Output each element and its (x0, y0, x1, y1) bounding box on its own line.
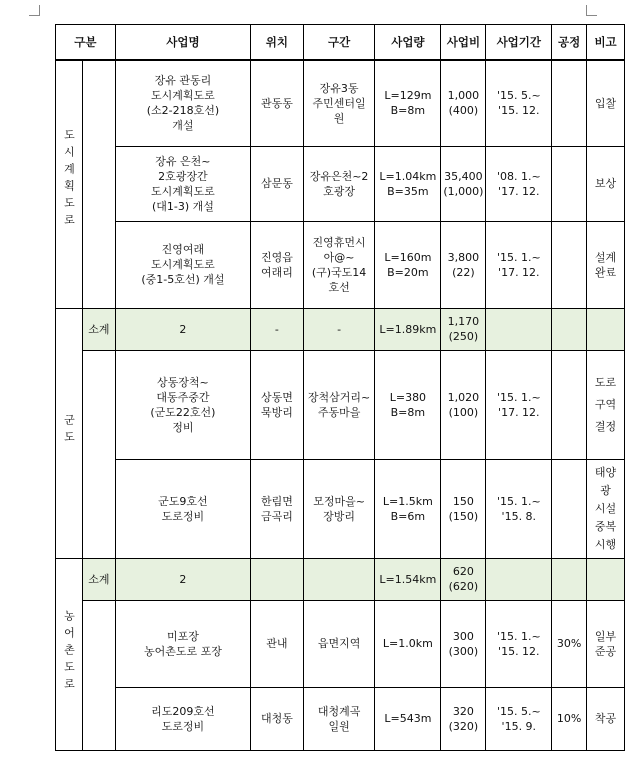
header-quantity: 사업량 (375, 25, 441, 61)
road-project-table (55, 24, 625, 751)
cost: 300 (300) (441, 600, 486, 687)
note: 착공 (587, 687, 625, 750)
note: 태양 광 시설 중복 시행 (587, 459, 625, 558)
cost: 3,800 (22) (441, 221, 486, 308)
group-farm-empty-cell (82, 600, 115, 750)
note: 설계 완료 (587, 221, 625, 308)
group-county-text: 군도 (62, 414, 76, 448)
page-corner-mark-left (29, 5, 40, 16)
period: '15. 5.~ '15. 12. (486, 60, 552, 146)
subtotal-section (303, 558, 375, 600)
header-progress: 공정 (552, 25, 587, 61)
quantity: L=380 B=8m (375, 350, 441, 459)
progress (552, 221, 587, 308)
period: '15. 1.~ '17. 12. (486, 350, 552, 459)
header-category: 구분 (56, 25, 116, 61)
progress (552, 60, 587, 146)
subtotal-row (56, 308, 625, 350)
project-name: 장유 은천~ 2호광장간 도시계획도로 (대1-3) 개설 (115, 146, 250, 221)
table-row (56, 60, 625, 146)
period: '15. 1.~ '17. 12. (486, 221, 552, 308)
subtotal-note (587, 308, 625, 350)
group-county-empty-cell (82, 350, 115, 558)
group-city-label (56, 60, 83, 308)
quantity: L=1.5km B=6m (375, 459, 441, 558)
cost: 320 (320) (441, 687, 486, 750)
section: 진영휴먼시 아@~ (구)국도14 호선 (303, 221, 375, 308)
subtotal-label: 소계 (82, 308, 115, 350)
progress: 10% (552, 687, 587, 750)
group-county-label (56, 308, 83, 558)
quantity: L=160m B=20m (375, 221, 441, 308)
note: 보상 (587, 146, 625, 221)
location: 삼문동 (251, 146, 304, 221)
subtotal-label: 소계 (82, 558, 115, 600)
location: 상동면 묵방리 (251, 350, 304, 459)
subtotal-period (486, 308, 552, 350)
cost: 35,400 (1,000) (441, 146, 486, 221)
progress (552, 459, 587, 558)
location: 관내 (251, 600, 304, 687)
cost: 1,020 (100) (441, 350, 486, 459)
header-project-name: 사업명 (115, 25, 250, 61)
project-name: 군도9호선 도로정비 (115, 459, 250, 558)
table-row (56, 350, 625, 459)
project-name: 미포장 농어촌도로 포장 (115, 600, 250, 687)
subtotal-count: 2 (115, 558, 250, 600)
section: 장유은천~2 호광장 (303, 146, 375, 221)
period: '08. 1.~ '17. 12. (486, 146, 552, 221)
header-section: 구간 (303, 25, 375, 61)
section: 모정마을~ 장방리 (303, 459, 375, 558)
subtotal-note (587, 558, 625, 600)
subtotal-cost: 620 (620) (441, 558, 486, 600)
subtotal-section: - (303, 308, 375, 350)
group-farm-label (56, 558, 83, 750)
note: 일부 준공 (587, 600, 625, 687)
period: '15. 1.~ '15. 12. (486, 600, 552, 687)
cost: 1,000 (400) (441, 60, 486, 146)
project-name: 상동장척~ 대동주중간 (군도22호선) 정비 (115, 350, 250, 459)
cost: 150 (150) (441, 459, 486, 558)
progress (552, 146, 587, 221)
group-farm-text: 농어촌도로 (62, 609, 76, 695)
subtotal-row (56, 558, 625, 600)
location: 한림면 금곡리 (251, 459, 304, 558)
location: 관동동 (251, 60, 304, 146)
subtotal-period (486, 558, 552, 600)
header-period: 사업기간 (486, 25, 552, 61)
project-name: 진영여래 도시계획도로 (중1-5호선) 개설 (115, 221, 250, 308)
quantity: L=1.04km B=35m (375, 146, 441, 221)
location: 대청동 (251, 687, 304, 750)
subtotal-quantity: L=1.54km (375, 558, 441, 600)
header-note: 비고 (587, 25, 625, 61)
note: 도로 구역 결정 (587, 350, 625, 459)
subtotal-location (251, 558, 304, 600)
project-name: 장유 관동리 도시계획도로 (소2-218호선) 개설 (115, 60, 250, 146)
group-city-empty-cell (82, 60, 115, 308)
location: 진영읍 여래리 (251, 221, 304, 308)
quantity: L=1.0km (375, 600, 441, 687)
quantity: L=543m (375, 687, 441, 750)
quantity: L=129m B=8m (375, 60, 441, 146)
header-location: 위치 (251, 25, 304, 61)
subtotal-progress (552, 558, 587, 600)
section: 대청계곡 일원 (303, 687, 375, 750)
table-row (56, 146, 625, 221)
subtotal-cost: 1,170 (250) (441, 308, 486, 350)
period: '15. 5.~ '15. 9. (486, 687, 552, 750)
section: 장유3동 주민센터일 원 (303, 60, 375, 146)
project-name: 리도209호선 도로정비 (115, 687, 250, 750)
header-cost: 사업비 (441, 25, 486, 61)
period: '15. 1.~ '15. 8. (486, 459, 552, 558)
progress (552, 350, 587, 459)
section: 읍면지역 (303, 600, 375, 687)
subtotal-count: 2 (115, 308, 250, 350)
progress: 30% (552, 600, 587, 687)
subtotal-location: - (251, 308, 304, 350)
table-row (56, 459, 625, 558)
subtotal-progress (552, 308, 587, 350)
table-row (56, 600, 625, 687)
header-row (56, 25, 625, 61)
page-corner-mark-right (586, 5, 597, 16)
note: 입찰 (587, 60, 625, 146)
subtotal-quantity: L=1.89km (375, 308, 441, 350)
table-row (56, 221, 625, 308)
group-city-text: 도시계획도로 (62, 129, 76, 232)
section: 장척삼거리~ 주동마을 (303, 350, 375, 459)
table-row (56, 687, 625, 750)
